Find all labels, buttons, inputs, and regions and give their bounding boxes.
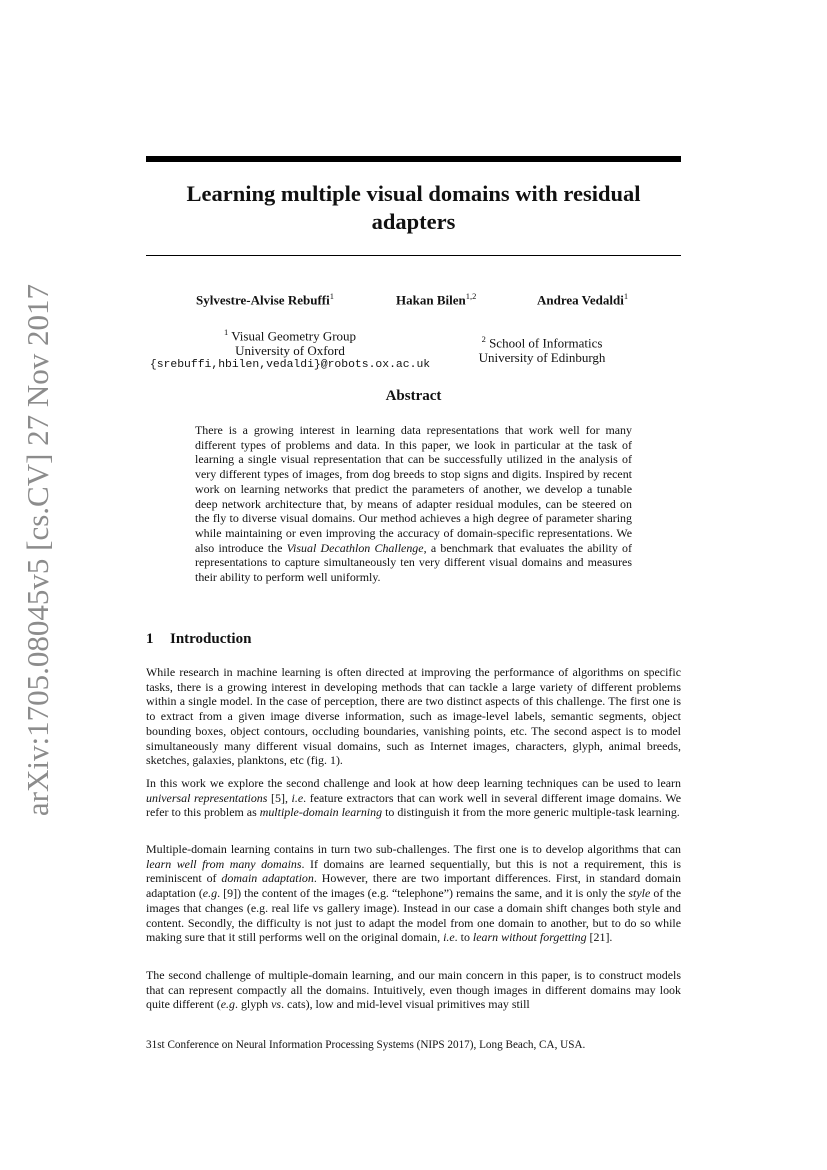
author-affil-mark: 1 [623, 291, 629, 301]
conference-footnote: 31st Conference on Neural Information Processing Systems (NIPS 2017), Long Beach, CA, USA. [146, 1039, 586, 1051]
section-title: Introduction [170, 631, 252, 647]
affil-line1: School of Informatics [489, 335, 603, 351]
title-rule-top [146, 156, 681, 162]
affiliation-oxford [140, 325, 440, 373]
intro-paragraph-3: Multiple-domain learning contains in turn two sub-challenges. The first one is to develop algorithms that can learn well from many domains. If domains are learned sequentially, but this is not a requirement, this is reminiscent of domain adaptation. However, there are two important differences. First, in standard domain adaptation (e.g. [9]) the content of the images (e.g. “telephone”) remains the same, and it is only the style of the images that changes (e.g. real life vs gallery image). Instead in our case a domain shift changes both style and content. Secondly, the difficulty is not just to adapt the model from one domain to another, but to do so while making sure that it still performs well on the original domain, i.e. to learn without forgetting [21]. [146, 842, 681, 945]
author-name: Andrea Vedaldi [537, 292, 624, 308]
affil-mark: 1 [223, 327, 229, 337]
affil-line2: University of Oxford [235, 343, 345, 359]
affiliation-edinburgh [452, 332, 632, 365]
author-bilen [396, 291, 476, 308]
section-heading-introduction [146, 631, 251, 648]
author-name: Sylvestre-Alvise Rebuffi [196, 292, 330, 308]
author-emails: {srebuffi,hbilen,vedaldi}@robots.ox.ac.uk [149, 359, 431, 372]
paper-title: Learning multiple visual domains with residual adapters [186, 181, 641, 234]
author-rebuffi [196, 291, 334, 308]
affil-mark: 2 [481, 334, 486, 344]
abstract-text: There is a growing interest in learning data representations that work well for many different types of problems and data. In this paper, we look in particular at the task of learning a single visual representation that can be successfully utilized in the analysis of very different types of images, from dog breeds to stop signs and digits. Inspired by recent work on learning networks that predict the parameters of another, we develop a tunable deep network architecture that, by means of adapter residual modules, can be steered on the fly to diverse visual domains. Our method achieves a high degree of parameter sharing while maintaining or even improving the accuracy of domain-specific representations. We also introduce the Visual Decathlon Challenge, a benchmark that evaluates the ability of representations to capture simultaneously ten very different visual domains and measures their ability to perform well uniformly. [195, 423, 632, 585]
author-affil-mark: 1 [329, 291, 334, 301]
affil-line2: University of Edinburgh [478, 350, 606, 366]
arxiv-identifier: arXiv:1705.08045v5 [cs.CV] 27 Nov 2017 [20, 283, 55, 817]
abstract-heading: Abstract [385, 388, 442, 404]
intro-paragraph-1: While research in machine learning is often directed at improving the performance of algorithms on specific tasks, there is a growing interest in developing methods that can tackle a large variety of different problems within a single model. In the case of perception, there are two distinct aspects of this challenge. The first one is to extract from a given image diverse information, such as image-level labels, semantic segments, object bounding boxes, object contours, occluding boundaries, vanishing points, etc. The second aspect is to model simultaneously many different visual domains, such as Internet images, characters, glyph, animal breeds, sketches, galaxies, planktons, etc (fig. 1). [146, 665, 681, 768]
intro-paragraph-4: The second challenge of multiple-domain learning, and our main concern in this paper, is to construct models that can represent compactly all the domains. Intuitively, even though images in different domains may look quite different (e.g. glyph vs. cats), low and mid-level visual primitives may still [146, 968, 681, 1012]
affil-line1: Visual Geometry Group [231, 328, 357, 344]
title-rule-bottom [146, 255, 681, 256]
section-number: 1 [146, 631, 154, 647]
author-affil-mark: 1,2 [465, 291, 477, 301]
author-name: Hakan Bilen [396, 292, 466, 308]
intro-paragraph-2: In this work we explore the second challenge and look at how deep learning techniques can be used to learn universal representations [5], i.e. feature extractors that can work well in several different image domains. We refer to this problem as multiple-domain learning to distinguish it from the more generic multiple-task learning. [146, 776, 682, 820]
author-vedaldi [537, 291, 628, 308]
